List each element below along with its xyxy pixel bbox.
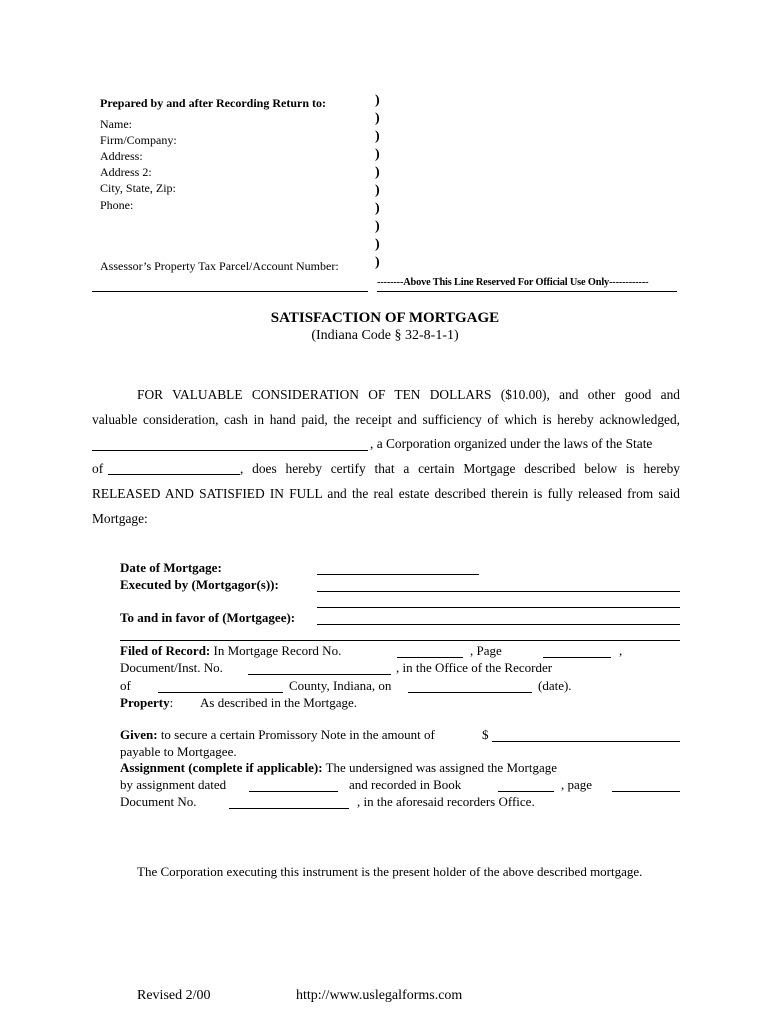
record-date-blank bbox=[408, 692, 532, 693]
date-of-mortgage-blank bbox=[317, 574, 479, 575]
aforesaid-office-text: , in the aforesaid recorders Office. bbox=[357, 794, 535, 809]
body-line-1: FOR VALUABLE CONSIDERATION OF TEN DOLLARS ($10.00), and other good and bbox=[137, 387, 680, 402]
document-subtitle: (Indiana Code § 32-8-1-1) bbox=[311, 328, 459, 343]
corporation-name-blank bbox=[92, 450, 368, 451]
address-label: Address: bbox=[100, 149, 143, 163]
mortgagee-blank-3 bbox=[120, 640, 680, 641]
page-comma: , bbox=[619, 643, 623, 658]
given-text: to secure a certain Promissory Note in the amount of bbox=[160, 727, 435, 742]
property-description: As described in the Mortgage. bbox=[200, 695, 358, 710]
assignment-date-blank bbox=[249, 791, 338, 792]
body-line-2: valuable consideration, cash in hand paid, the receipt and sufficiency of which is hereby acknowledged, bbox=[92, 412, 680, 427]
paren: ) bbox=[375, 129, 380, 144]
paren: ) bbox=[375, 147, 380, 162]
official-use-notice: --------Above This Line Reserved For Official Use Only------------ bbox=[377, 277, 649, 288]
mortgagee-blank-2 bbox=[317, 624, 680, 625]
given-line bbox=[120, 727, 435, 743]
page2-blank bbox=[612, 791, 680, 792]
assignment-line bbox=[120, 760, 557, 776]
mortgagee-blank-1 bbox=[317, 607, 680, 608]
address2-label: Address 2: bbox=[100, 165, 152, 179]
by-assignment-text: by assignment dated bbox=[120, 777, 227, 792]
recorded-in-book-text: and recorded in Book bbox=[349, 777, 462, 792]
mortgagor-blank bbox=[317, 591, 680, 592]
office-of-recorder-text: , in the Office of the Recorder bbox=[396, 660, 553, 675]
page-blank bbox=[543, 657, 611, 658]
assignment-text: The undersigned was assigned the Mortgage bbox=[325, 760, 557, 775]
header-divider-right bbox=[377, 291, 677, 292]
paren: ) bbox=[375, 183, 380, 198]
revised-date: Revised 2/00 bbox=[137, 988, 211, 1003]
prepared-by-label: Prepared by and after Recording Return to: bbox=[100, 96, 326, 110]
filed-of-record-label: Filed of Record: bbox=[120, 643, 211, 658]
mortgagee-label: To and in favor of (Mortgagee): bbox=[120, 610, 296, 625]
date-of-mortgage-label: Date of Mortgage: bbox=[120, 560, 222, 575]
payable-text: payable to Mortgagee. bbox=[120, 744, 237, 759]
county-indiana-text: County, Indiana, on bbox=[289, 678, 392, 693]
property-colon: : bbox=[169, 695, 174, 710]
filed-of-record-line bbox=[120, 643, 341, 659]
book-blank bbox=[498, 791, 554, 792]
footer-url[interactable]: http://www.uslegalforms.com bbox=[296, 988, 463, 1003]
name-label: Name: bbox=[100, 117, 132, 131]
date-paren-text: (date). bbox=[538, 678, 572, 693]
county-blank bbox=[158, 692, 283, 693]
document-no-text: Document No. bbox=[120, 794, 197, 809]
paren: ) bbox=[375, 111, 380, 126]
property-line bbox=[120, 695, 173, 711]
paren: ) bbox=[375, 201, 380, 216]
executed-by-label: Executed by (Mortgagor(s)): bbox=[120, 577, 279, 592]
doc-inst-blank bbox=[248, 674, 391, 675]
paren: ) bbox=[375, 237, 380, 252]
body-line-3: , a Corporation organized under the laws of the State bbox=[370, 436, 653, 451]
given-label: Given: bbox=[120, 727, 158, 742]
doc-inst-label: Document/Inst. No. bbox=[120, 660, 223, 675]
document-title: SATISFACTION OF MORTGAGE bbox=[270, 310, 500, 326]
body-line-6: Mortgage: bbox=[92, 511, 148, 526]
parcel-number-label: Assessor’s Property Tax Parcel/Account Number: bbox=[100, 259, 339, 273]
state-blank bbox=[108, 474, 240, 475]
city-state-zip-label: City, State, Zip: bbox=[100, 181, 176, 195]
assignment-label: Assignment (complete if applicable): bbox=[120, 760, 323, 775]
page2-text: , page bbox=[561, 777, 593, 792]
of-text: of bbox=[120, 678, 131, 693]
record-no-blank bbox=[397, 657, 463, 658]
document-no-blank bbox=[229, 808, 349, 809]
body-line-4: , does hereby certify that a certain Mortgage described below is hereby bbox=[240, 461, 680, 476]
property-label: Property bbox=[120, 695, 170, 710]
paren: ) bbox=[375, 255, 380, 270]
page-text: , Page bbox=[470, 643, 502, 658]
paren: ) bbox=[375, 165, 380, 180]
body-line-4-of: of bbox=[92, 461, 104, 476]
paren: ) bbox=[375, 219, 380, 234]
corporation-statement: The Corporation executing this instrument is the present holder of the above described mortgage. bbox=[137, 864, 643, 879]
phone-label: Phone: bbox=[100, 198, 134, 212]
dollar-sign: $ bbox=[482, 727, 489, 742]
filed-of-record-text: In Mortgage Record No. bbox=[213, 643, 342, 658]
header-divider-left bbox=[92, 291, 368, 292]
firm-company-label: Firm/Company: bbox=[100, 133, 177, 147]
body-line-5: RELEASED AND SATISFIED IN FULL and the real estate described therein is fully released from said bbox=[92, 486, 680, 501]
note-amount-blank bbox=[492, 741, 680, 742]
paren: ) bbox=[375, 93, 380, 108]
